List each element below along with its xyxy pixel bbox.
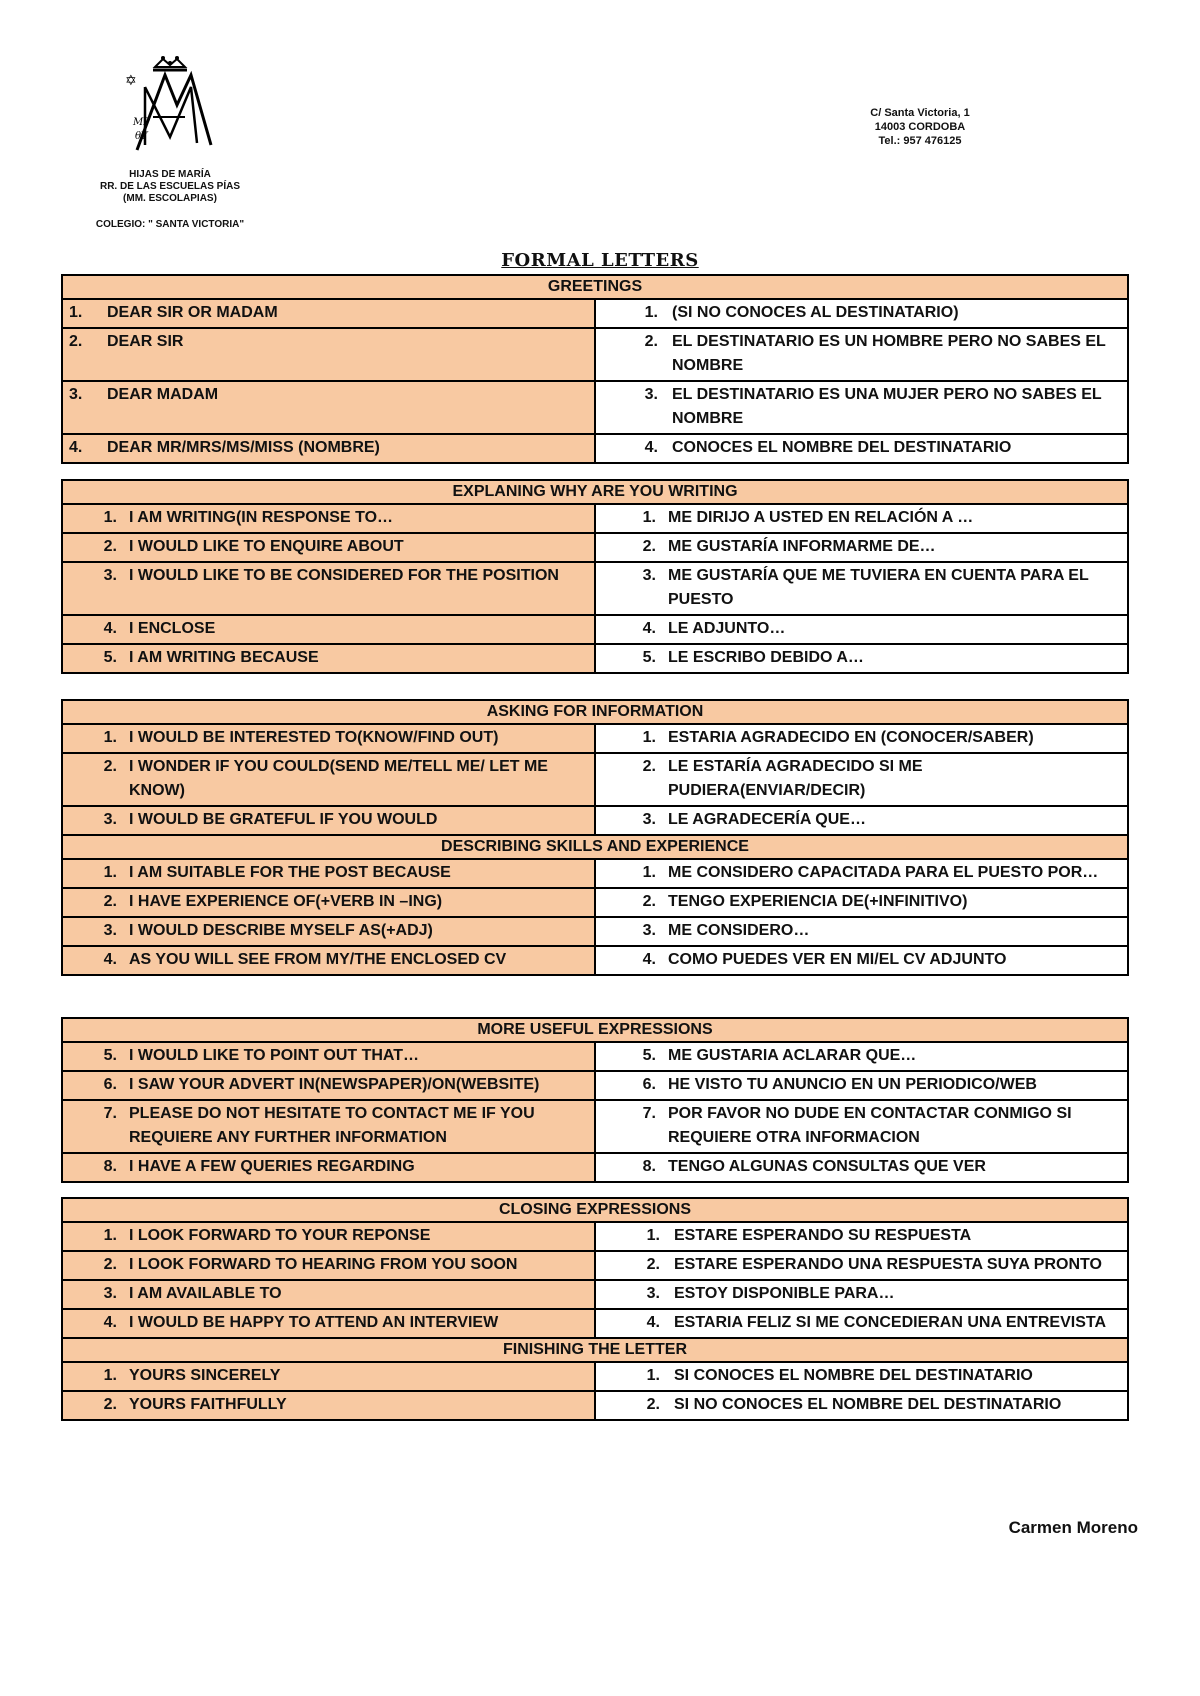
school-name-line: HIJAS DE MARÍA bbox=[129, 169, 211, 180]
item-number: 1. bbox=[103, 1367, 117, 1384]
english-phrase: DEAR MR/MRS/MS/MISS (NOMBRE) bbox=[107, 439, 380, 456]
english-phrase: I WOULD BE INTERESTED TO(KNOW/FIND OUT) bbox=[129, 729, 499, 746]
english-phrase: DEAR SIR bbox=[107, 333, 184, 350]
english-phrase: I AM WRITING BECAUSE bbox=[129, 649, 319, 666]
item-number: 3. bbox=[103, 922, 117, 939]
item-number: 3. bbox=[69, 386, 83, 403]
section-heading: MORE USEFUL EXPRESSIONS bbox=[62, 1018, 1128, 1042]
english-phrase: I LOOK FORWARD TO YOUR REPONSE bbox=[129, 1227, 431, 1244]
english-phrase: AS YOU WILL SEE FROM MY/THE ENCLOSED CV bbox=[129, 951, 507, 968]
spanish-meaning: ME GUSTARÍA INFORMARME DE… bbox=[668, 538, 936, 555]
greetings-table bbox=[61, 274, 1129, 464]
english-phrase: DEAR MADAM bbox=[107, 386, 219, 403]
spanish-meaning: HE VISTO TU ANUNCIO EN UN PERIODICO/WEB bbox=[668, 1076, 1037, 1093]
item-number: 1. bbox=[103, 729, 117, 746]
item-number: 4. bbox=[69, 439, 83, 456]
school-address bbox=[820, 106, 1020, 148]
item-number: 5. bbox=[642, 649, 656, 666]
page-title: FORMAL LETTERS bbox=[501, 250, 699, 271]
english-phrase: I WOULD DESCRIBE MYSELF AS(+ADJ) bbox=[129, 922, 433, 939]
item-number: 2. bbox=[646, 1256, 660, 1273]
spanish-meaning: SI NO CONOCES EL NOMBRE DEL DESTINATARIO bbox=[674, 1396, 1062, 1413]
useful-expressions-table bbox=[61, 1017, 1129, 1183]
item-number: 3. bbox=[103, 1285, 117, 1302]
english-phrase: I WOULD LIKE TO BE CONSIDERED FOR THE POSITION bbox=[129, 567, 559, 584]
item-number: 4. bbox=[103, 951, 117, 968]
item-number: 3. bbox=[642, 922, 656, 939]
item-number: 3. bbox=[644, 386, 658, 403]
spanish-meaning: ESTOY DISPONIBLE PARA… bbox=[674, 1285, 895, 1302]
english-phrase: I WOULD BE GRATEFUL IF YOU WOULD bbox=[129, 811, 438, 828]
svg-text:θY: θY bbox=[135, 131, 148, 142]
item-number: 2. bbox=[642, 893, 656, 910]
spanish-meaning: ESTARE ESPERANDO UNA RESPUESTA SUYA PRONTO bbox=[674, 1256, 1102, 1273]
item-number: 5. bbox=[103, 649, 117, 666]
item-number: 3. bbox=[646, 1285, 660, 1302]
english-phrase: I AM WRITING(IN RESPONSE TO… bbox=[129, 509, 394, 526]
item-number: 3. bbox=[103, 811, 117, 828]
spanish-meaning: CONOCES EL NOMBRE DEL DESTINATARIO bbox=[672, 439, 1012, 456]
spanish-meaning: POR FAVOR NO DUDE EN CONTACTAR CONMIGO SI REQUIERE OTRA INFORMACION bbox=[668, 1105, 1072, 1146]
item-number: 4. bbox=[103, 620, 117, 637]
item-number: 1. bbox=[103, 509, 117, 526]
item-number: 1. bbox=[103, 864, 117, 881]
closing-finishing-table bbox=[61, 1197, 1129, 1421]
english-phrase: I WOULD LIKE TO ENQUIRE ABOUT bbox=[129, 538, 404, 555]
item-number: 2. bbox=[644, 333, 658, 350]
item-number: 8. bbox=[642, 1158, 656, 1175]
english-phrase: DEAR SIR OR MADAM bbox=[107, 304, 278, 321]
english-phrase: I LOOK FORWARD TO HEARING FROM YOU SOON bbox=[129, 1256, 518, 1273]
spanish-meaning: COMO PUEDES VER EN MI/EL CV ADJUNTO bbox=[668, 951, 1007, 968]
english-phrase: YOURS SINCERELY bbox=[129, 1367, 281, 1384]
item-number: 1. bbox=[642, 729, 656, 746]
author-signature: Carmen Moreno bbox=[1008, 1518, 1138, 1537]
section-heading: FINISHING THE LETTER bbox=[62, 1338, 1128, 1362]
english-phrase: I AM SUITABLE FOR THE POST BECAUSE bbox=[129, 864, 451, 881]
item-number: 2. bbox=[103, 893, 117, 910]
english-phrase: I WONDER IF YOU COULD(SEND ME/TELL ME/ LET ME KNOW) bbox=[129, 758, 548, 799]
item-number: 2. bbox=[642, 538, 656, 555]
item-number: 8. bbox=[103, 1158, 117, 1175]
item-number: 3. bbox=[642, 567, 656, 584]
english-phrase: I WOULD LIKE TO POINT OUT THAT… bbox=[129, 1047, 420, 1064]
item-number: 2. bbox=[646, 1396, 660, 1413]
item-number: 1. bbox=[646, 1367, 660, 1384]
section-heading: ASKING FOR INFORMATION bbox=[62, 700, 1128, 724]
address-street: C/ Santa Victoria, 1 bbox=[870, 107, 970, 119]
english-phrase: PLEASE DO NOT HESITATE TO CONTACT ME IF YOU REQUIERE ANY FURTHER INFORMATION bbox=[129, 1105, 535, 1146]
address-phone: Tel.: 957 476125 bbox=[878, 135, 962, 147]
colegio-name: COLEGIO: " SANTA VICTORIA" bbox=[95, 219, 245, 230]
english-phrase: I WOULD BE HAPPY TO ATTEND AN INTERVIEW bbox=[129, 1314, 499, 1331]
spanish-meaning: ESTARE ESPERANDO SU RESPUESTA bbox=[674, 1227, 972, 1244]
item-number: 2. bbox=[103, 538, 117, 555]
section-heading: GREETINGS bbox=[62, 275, 1128, 299]
school-abbr-line: (MM. ESCOLAPIAS) bbox=[123, 193, 217, 204]
spanish-meaning: ESTARIA FELIZ SI ME CONCEDIERAN UNA ENTREVISTA bbox=[674, 1314, 1107, 1331]
english-phrase: I AM AVAILABLE TO bbox=[129, 1285, 282, 1302]
item-number: 4. bbox=[644, 439, 658, 456]
item-number: 7. bbox=[103, 1105, 117, 1122]
spanish-meaning: ESTARIA AGRADECIDO EN (CONOCER/SABER) bbox=[668, 729, 1034, 746]
spanish-meaning: (SI NO CONOCES AL DESTINATARIO) bbox=[672, 304, 959, 321]
item-number: 1. bbox=[642, 509, 656, 526]
item-number: 1. bbox=[646, 1227, 660, 1244]
item-number: 4. bbox=[642, 620, 656, 637]
item-number: 1. bbox=[642, 864, 656, 881]
item-number: 4. bbox=[642, 951, 656, 968]
item-number: 6. bbox=[642, 1076, 656, 1093]
item-number: 1. bbox=[69, 304, 83, 321]
spanish-meaning: SI CONOCES EL NOMBRE DEL DESTINATARIO bbox=[674, 1367, 1033, 1384]
english-phrase: I SAW YOUR ADVERT IN(NEWSPAPER)/ON(WEBSITE) bbox=[129, 1076, 540, 1093]
explaining-table bbox=[61, 479, 1129, 674]
english-phrase: I HAVE A FEW QUERIES REGARDING bbox=[129, 1158, 415, 1175]
spanish-meaning: TENGO ALGUNAS CONSULTAS QUE VER bbox=[668, 1158, 986, 1175]
spanish-meaning: LE ADJUNTO… bbox=[668, 620, 786, 637]
english-phrase: I ENCLOSE bbox=[129, 620, 216, 637]
spanish-meaning: EL DESTINATARIO ES UN HOMBRE PERO NO SABES EL NOMBRE bbox=[672, 333, 1106, 374]
item-number: 2. bbox=[103, 1396, 117, 1413]
section-heading: CLOSING EXPRESSIONS bbox=[62, 1198, 1128, 1222]
item-number: 3. bbox=[103, 567, 117, 584]
address-city: 14003 CORDOBA bbox=[874, 121, 966, 133]
spanish-meaning: ME CONSIDERO… bbox=[668, 922, 810, 939]
item-number: 3. bbox=[642, 811, 656, 828]
spanish-meaning: LE AGRADECERÍA QUE… bbox=[668, 811, 866, 828]
spanish-meaning: ME GUSTARIA ACLARAR QUE… bbox=[668, 1047, 917, 1064]
english-phrase: YOURS FAITHFULLY bbox=[129, 1396, 287, 1413]
item-number: 1. bbox=[644, 304, 658, 321]
spanish-meaning: LE ESCRIBO DEBIDO A… bbox=[668, 649, 864, 666]
section-heading: DESCRIBING SKILLS AND EXPERIENCE bbox=[62, 835, 1128, 859]
item-number: 5. bbox=[103, 1047, 117, 1064]
spanish-meaning: EL DESTINATARIO ES UNA MUJER PERO NO SABES EL NOMBRE bbox=[672, 386, 1102, 427]
item-number: 7. bbox=[642, 1105, 656, 1122]
school-order-line: RR. DE LAS ESCUELAS PÍAS bbox=[99, 181, 241, 192]
spanish-meaning: TENGO EXPERIENCIA DE(+INFINITIVO) bbox=[668, 893, 968, 910]
spanish-meaning: LE ESTARÍA AGRADECIDO SI ME PUDIERA(ENVIAR/DECIR) bbox=[668, 758, 923, 799]
english-phrase: I HAVE EXPERIENCE OF(+VERB IN –ING) bbox=[129, 893, 443, 910]
item-number: 2. bbox=[103, 758, 117, 775]
spanish-meaning: ME GUSTARÍA QUE ME TUVIERA EN CUENTA PARA EL PUESTO bbox=[668, 567, 1089, 608]
item-number: 2. bbox=[642, 758, 656, 775]
svg-text:MP: MP bbox=[133, 117, 150, 128]
item-number: 2. bbox=[103, 1256, 117, 1273]
spanish-meaning: ME CONSIDERO CAPACITADA PARA EL PUESTO POR… bbox=[668, 864, 1099, 881]
section-heading: EXPLANING WHY ARE YOU WRITING bbox=[62, 480, 1128, 504]
item-number: 4. bbox=[646, 1314, 660, 1331]
asking-skills-table bbox=[61, 699, 1129, 976]
school-header bbox=[70, 55, 270, 230]
item-number: 6. bbox=[103, 1076, 117, 1093]
spanish-meaning: ME DIRIJO A USTED EN RELACIÓN A … bbox=[668, 509, 974, 526]
item-number: 2. bbox=[69, 333, 83, 350]
svg-text:✡: ✡ bbox=[125, 73, 137, 89]
item-number: 1. bbox=[103, 1227, 117, 1244]
item-number: 4. bbox=[103, 1314, 117, 1331]
item-number: 5. bbox=[642, 1047, 656, 1064]
school-crest-logo bbox=[115, 55, 225, 153]
